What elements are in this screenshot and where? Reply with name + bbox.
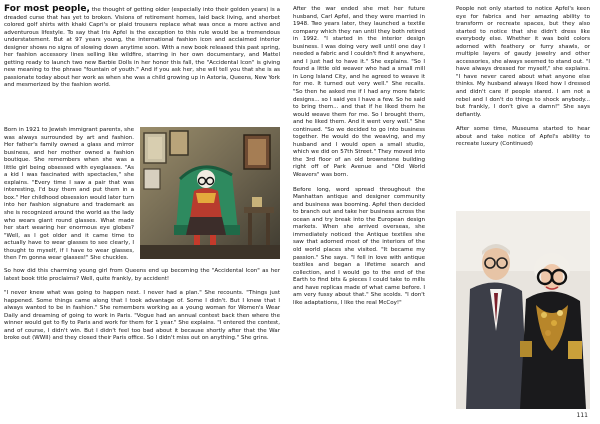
page-number: 111 xyxy=(576,412,588,419)
so-how-text: So how did this charming young girl from Queens end up becoming the "Accidental Icon" as her latest book title proclaims? Well, quite frankly, by accident! xyxy=(4,268,280,282)
col1-lower-text xyxy=(4,268,280,343)
after-time-text: After some time, Museums started to hear about and take notice of Apfel's ability to recreate luxury (Continued) xyxy=(456,126,590,148)
intro-text: the thought of getting older (especially into their golden years) is a dreaded curse that has yet to broken. Visions of retirement homes, laid back living, and sherbet colored golf shirts with khaki Capri's or plaid trousers replace what was once a more active and adventurous lifestyle. To say that Iris Apfel is the exception to this rule would be a tremendous understatement. But at 97 years young, the international fashion icon and acclaimed interior designer shows no signs of slowing down anytime soon. With a new book released this past spring, her fashion accessory lines selling like wildfire, starring in her own documentary, and Mattel getting ready to launch two new Barbie Dolls in her honor this fall, the "Accidental Icon" is giving new meaning to the phrase "fountain of youth." And if you ask her, she will tell you that she is as passionate today about her work as when she was a child growing up in Astoria, Queens, New York and mesmerized by the fashion world. xyxy=(4,7,280,89)
before-long-text: Before long, word spread throughout the Manhattan antique and designer community and business was booming. Apfel then decided to branch out and take her business across the ocean and try break into the European design markets. When she arrived overseas, she immediately noticed the Antique textiles she saw that adorned most of the interiors of the old world places she visited. "It became my passion." She says. "I fell in love with antique textiles and began a lifetime search and collection, and I would go to the end of the Earth to find bits & pieces I could take to mills and have replicas made of what came before. I am very fussy about that." She scolds. "I don't like adaptations, I like the real McCoy!" xyxy=(293,186,425,306)
column-2 xyxy=(293,6,425,307)
intro-paragraph xyxy=(4,6,280,90)
never-knew-text: "I never knew what was going to happen next. I never had a plan." She recounts. "Things just happened. Some things came along that I took advantage of. Some I didn't. But I knew that I always wanted to be in fashion." She remembers working as a young woman for Women's Wear Daily and dreaming of going to work in Paris. "Vogue had an annual contest back then where the winner would get to fly to Paris and work for them for 1 year." She explains. "I entered the contest, and of course, I didn't win. But I didn't feel too bad about it because shortly after that the War broke out (WWII) and they closed their Paris office. So I didn't miss out on anything." She grins. xyxy=(4,290,280,342)
portrait-seated-photo xyxy=(140,127,280,259)
couple-photo xyxy=(456,211,590,409)
born-text: Born in 1921 to Jewish immigrant parents, she was always surrounded by art and fashion. Her father's family owned a glass and mirror business, and her mother owned a fashion boutique. She remembers when she was a little girl being obsessed with eyeglasses. "As a kid I was fascinated with spectacles," she explains. "Every time I saw a pair that was interesting, I'd buy them and put them in a box." Her childhood obsession would later turn into her fashion signature and trademark as she is recognized around the world as the lady who wears giant round glasses. What made her start wearing her enormous eye globes? "Well, as I got older and it came time to actually have to wear glasses to see clearly, I thought to myself, if I have to wear glasses, then I'm gonna wear glasses!" She chuckles. xyxy=(4,127,134,262)
seated-photo-illustration xyxy=(140,127,280,259)
column-3 xyxy=(456,6,590,149)
after-war-text: After the war ended she met her future husband, Carl Apfel, and they were married in 1948. Two years later, they launched a textile company which they ran until they both retired in 1992. "I started in the interior design business. I was doing very well until one day I needed a fabric and I couldn't find it anywhere, and I just had to have it." She explains. "So I found a little old weaver who had a small mill in Long Island City, and he agreed to weave it for me. It turned out very well." She recalls. "So then he asked me if I had any more fabric designs... so I said yes I have a few. So he said to bring them... and that if he liked them he would weave them for me. So I brought them, and he liked them. And it went very well." She continued. "So we decided to go into business together. He would do the weaving, and my husband and I would open a small studio, which we did on 57th Street." They moved into the 3rd floor of an old brownstone building right off of Park Avenue and "Old World Weavers" was born. xyxy=(293,6,425,179)
couple-photo-illustration xyxy=(456,211,590,409)
lead-in: For most people, xyxy=(4,4,90,14)
born-paragraph xyxy=(4,127,134,263)
people-text: People not only started to notice Apfel's keen eye for fabrics and her amazing ability to transform or recreate spaces, but they also started to notice that she didn't dress like everybody else. Whether it was bold colors adorned with feathery or furry shawls, or multiple layers of gaudy jewelry and other accessories, she always seemed to stand out. "I have always dressed for myself," she explains. "I have never cared about what anyone else thinks. My husband always liked how I dressed and didn't care if people stared. I am not a rebel and I don't do things to shock anybody... but frankly, I don't give a damn!" She says defiantly. xyxy=(456,6,590,118)
